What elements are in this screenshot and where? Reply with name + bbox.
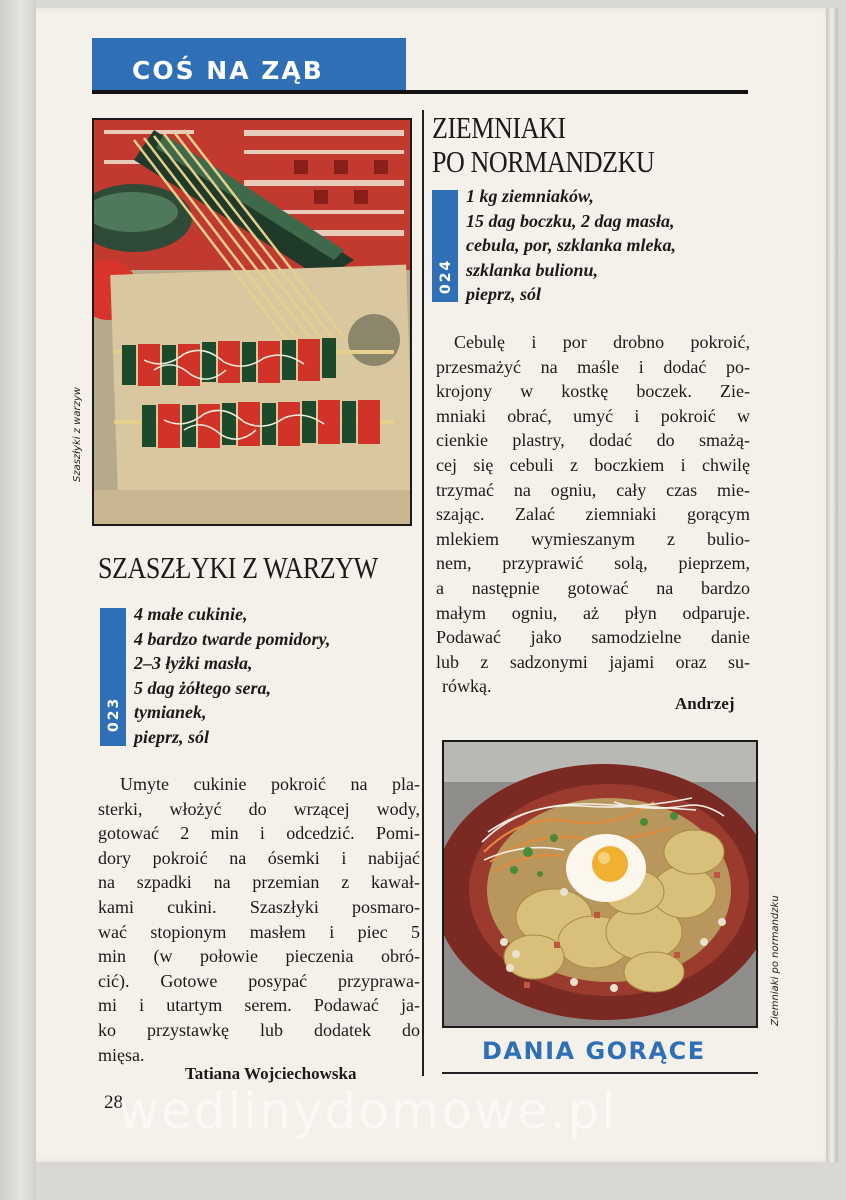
ingredient-line: cebula, por, szklanka mleka, — [466, 235, 677, 255]
ingredient-line: 15 dag boczku, 2 dag masła, — [466, 210, 675, 231]
ingredients-ziemniaki — [466, 184, 676, 307]
instruction-line: mniaki obrać, umyć i pokroić w — [436, 405, 750, 426]
instruction-line: ko przystawkę lub dodatek do — [98, 1019, 420, 1040]
instruction-line: małym ogniu, aż płyn odparuje. — [436, 602, 750, 623]
instruction-line: dory pokroić na ósemki i nabijać — [98, 847, 420, 868]
instruction-line: na szpadki na przemian z kawał- — [98, 872, 420, 893]
instruction-line: cienkie plastry, dodać do smażą- — [436, 430, 750, 451]
ingredient-line: 4 małe cukinie, — [134, 604, 248, 624]
photo-szaszlyki — [92, 118, 412, 526]
ingredient-line: pieprz, sól — [134, 726, 210, 747]
photo-caption-szaszlyki: Szaszłyki z warzyw — [72, 387, 83, 482]
footer-rule — [442, 1072, 758, 1074]
instruction-line: krojony w kostkę boczek. Zie- — [436, 381, 750, 402]
page-number: 28 — [104, 1092, 123, 1113]
instruction-line: a następnie gotować na bardzo — [436, 577, 750, 598]
recipe-title-szaszlyki: SZASZŁYKI Z WARZYW — [98, 550, 378, 585]
instruction-line: rówką. — [442, 676, 492, 697]
ingredient-line: 2–3 łyżki masła, — [134, 653, 253, 673]
recipe-number-023: 023 — [106, 696, 122, 732]
instruction-line: cej się cebuli z boczkiem i chwilę — [436, 454, 750, 475]
photo-ziemniaki — [442, 740, 758, 1028]
ingredient-line: szklanka bulionu, — [466, 259, 599, 280]
header-rule — [92, 90, 748, 94]
ingredients-szaszlyki — [134, 602, 330, 749]
instruction-line: sterki, włożyć do wrzącej wody, — [98, 798, 420, 819]
photo-ziemniaki-illustration — [444, 742, 756, 1026]
instruction-line: mlekiem wymieszanym z bulio- — [436, 528, 750, 549]
ingredient-line: 5 dag żółtego sera, — [134, 677, 271, 698]
section-footer-title: DANIA GORĄCE — [482, 1037, 706, 1065]
recipe-title-ziemniaki-line2: PO NORMANDZKU — [432, 144, 655, 179]
instruction-line: nem, przyprawić solą, pieprzem, — [436, 553, 750, 574]
instruction-line: szając. Zalać ziemniaki gorącym — [436, 504, 750, 525]
left-page-edge — [0, 0, 36, 1200]
ingredient-line: 1 kg ziemniaków, — [466, 186, 594, 206]
photo-caption-ziemniaki: Ziemniaki po normandzku — [770, 895, 781, 1026]
recipe-number-024: 024 — [438, 258, 454, 294]
instruction-line: cić). Gotowe posypać przyprawa- — [98, 970, 420, 991]
instruction-line: Umyte cukinie pokroić na pla- — [120, 774, 420, 794]
instruction-line: min (w połowie pieczenia obró- — [98, 946, 420, 967]
instruction-line: wać stopionym masłem i piec 5 — [98, 921, 420, 942]
instruction-line: mi i utartym serem. Podawać ja- — [98, 995, 420, 1016]
instruction-line: kami cukini. Szaszłyki posmaro- — [98, 896, 420, 917]
instruction-line: przesmażyć na maśle i dodać po- — [436, 356, 750, 377]
watermark: wedlinydomowe.pl — [118, 1082, 618, 1140]
photo-szaszlyki-illustration — [94, 120, 410, 524]
column-divider — [422, 110, 424, 1076]
section-header-title: COŚ NA ZĄB — [132, 56, 324, 85]
ingredient-line: tymianek, — [134, 702, 207, 722]
recipe-title-ziemniaki-line1: ZIEMNIAKI — [432, 110, 566, 145]
ingredient-line: 4 bardzo twarde pomidory, — [134, 628, 331, 649]
ingredient-line: pieprz, sól — [466, 284, 542, 304]
instruction-line: gotować 2 min i odcedzić. Pomi- — [98, 823, 420, 844]
instructions-szaszlyki — [98, 772, 420, 1067]
instruction-line: mięsa. — [98, 1044, 145, 1065]
instruction-line: lub z sadzonymi jajami oraz su- — [436, 651, 750, 672]
instruction-line: trzymać na ogniu, cały czas mie- — [436, 479, 750, 500]
right-page-edge — [826, 8, 838, 1162]
instruction-line: Podawać jako samodzielne danie — [436, 627, 750, 648]
author-szaszlyki: Tatiana Wojciechowska — [185, 1064, 357, 1083]
instruction-line: Cebulę i por drobno pokroić, — [454, 332, 750, 352]
author-ziemniaki: Andrzej — [675, 694, 735, 713]
instructions-ziemniaki — [436, 330, 750, 699]
